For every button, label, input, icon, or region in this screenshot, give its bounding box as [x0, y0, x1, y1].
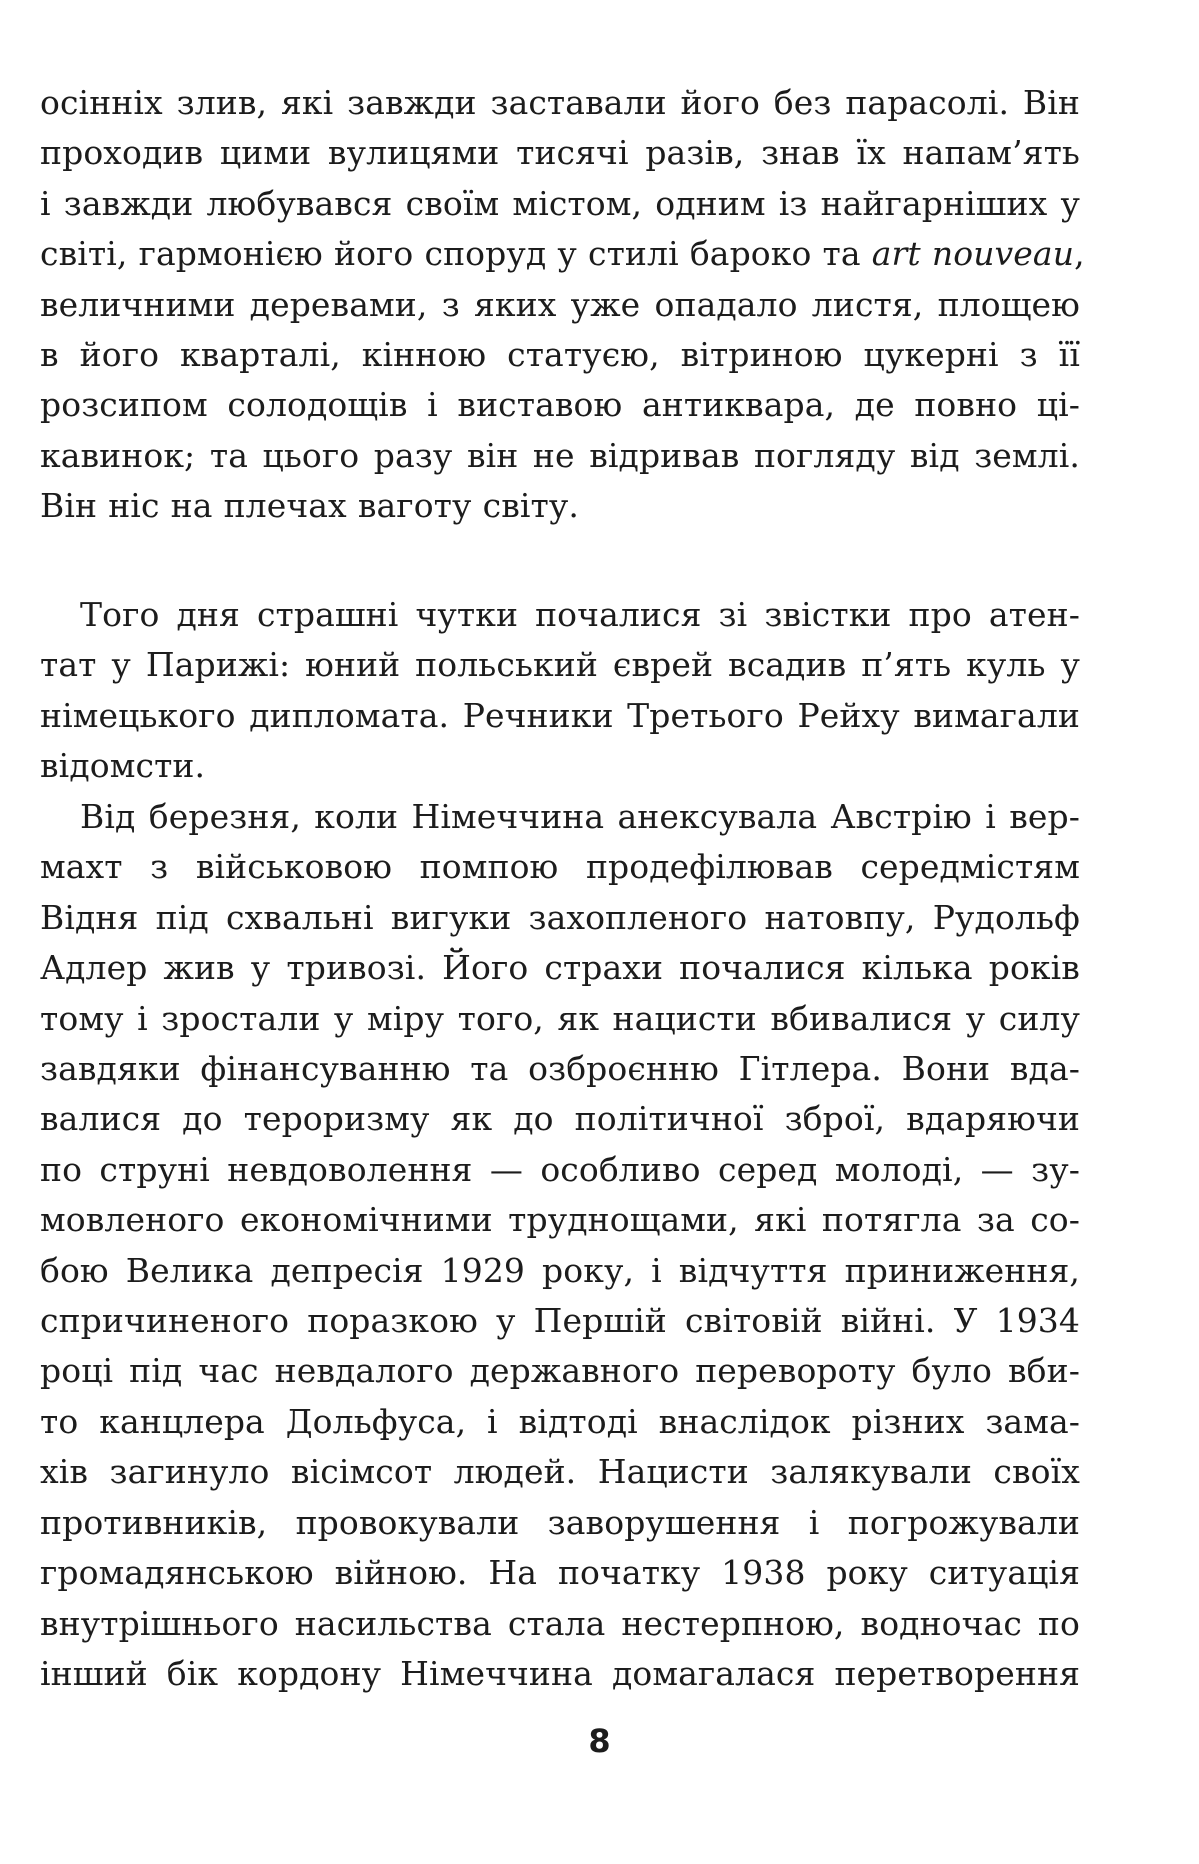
- text-line: інший бік кордону Німеччина домагалася перетворення: [40, 1653, 1080, 1693]
- text-line: внутрішнього насильства стала нестерпною, водночас по: [40, 1603, 1080, 1643]
- paragraph-1: [40, 78, 1085, 532]
- text-line: проходив цими вулицями тисячі разів, знав їх напам’ять: [40, 133, 1080, 173]
- text-line: осінніх злив, які завжди заставали його без парасолі. Він: [40, 83, 1080, 122]
- text-line: величними деревами, з яких уже опадало листя, площею: [40, 284, 1080, 324]
- text-line: відомсти.: [40, 746, 206, 786]
- page-number: 8: [588, 1722, 611, 1760]
- text-line: розсипом солодощів і виставою антиквара, де повно ці-: [40, 385, 1080, 425]
- text-line: і завжди любувався своїм містом, одним із найгарніших у: [40, 183, 1080, 223]
- text-line: то канцлера Дольфуса, і відтоді внаслідок різних зама-: [40, 1401, 1080, 1441]
- text-line: Того дня страшні чутки почалися зі звістки про атен-: [80, 595, 1080, 634]
- paragraph-2: [40, 590, 1080, 792]
- text-segment: світі, гармонією його споруд у стилі бароко та: [40, 234, 872, 274]
- text-line: Відня під схвальні вигуки захопленого натовпу, Рудольф: [40, 897, 1080, 937]
- text-line: мовленого економічними труднощами, які потягла за со-: [40, 1200, 1080, 1240]
- text-line: році під час невдалого державного перевороту було вби-: [40, 1351, 1080, 1391]
- text-line-with-italic: [40, 229, 1085, 279]
- text-segment: ,: [1074, 234, 1085, 274]
- text-line: Від березня, коли Німеччина анексувала Австрію і вер-: [80, 797, 1080, 836]
- text-line: Він ніс на плечах ваготу світу.: [40, 486, 579, 526]
- text-line: тат у Парижі: юний польський єврей всадив п’ять куль у: [40, 645, 1080, 685]
- italic-phrase: art nouveau: [871, 234, 1075, 274]
- text-line: громадянською війною. На початку 1938 року ситуація: [40, 1553, 1080, 1593]
- text-line: в його кварталі, кінною статуєю, вітриною цукерні з її: [40, 335, 1080, 375]
- text-line: хів загинуло вісімсот людей. Нацисти залякували своїх: [40, 1452, 1080, 1492]
- text-line: Адлер жив у тривозі. Його страхи почалися кілька років: [40, 948, 1080, 988]
- text-line: махт з військовою помпою продефілював середмістям: [40, 847, 1080, 887]
- text-line: німецького дипломата. Речники Третього Рейху вимагали: [40, 695, 1080, 735]
- text-line: бою Велика депресія 1929 року, і відчуття приниження,: [40, 1250, 1080, 1290]
- text-line: валися до тероризму як до політичної зброї, вдаряючи: [40, 1099, 1080, 1139]
- text-line: по струні невдоволення — особливо серед молоді, — зу-: [40, 1149, 1080, 1189]
- text-line: спричиненого поразкою у Першій світовій війні. У 1934: [40, 1301, 1080, 1341]
- text-line: противників, провокували заворушення і погрожували: [40, 1502, 1080, 1542]
- text-line: завдяки фінансуванню та озброєнню Гітлера. Вони вда-: [40, 1049, 1080, 1089]
- text-line: кавинок; та цього разу він не відривав погляду від землі.: [40, 435, 1080, 475]
- text-line: тому і зростали у міру того, як нацисти вбивалися у силу: [40, 998, 1080, 1038]
- paragraph-3: [40, 792, 1080, 1699]
